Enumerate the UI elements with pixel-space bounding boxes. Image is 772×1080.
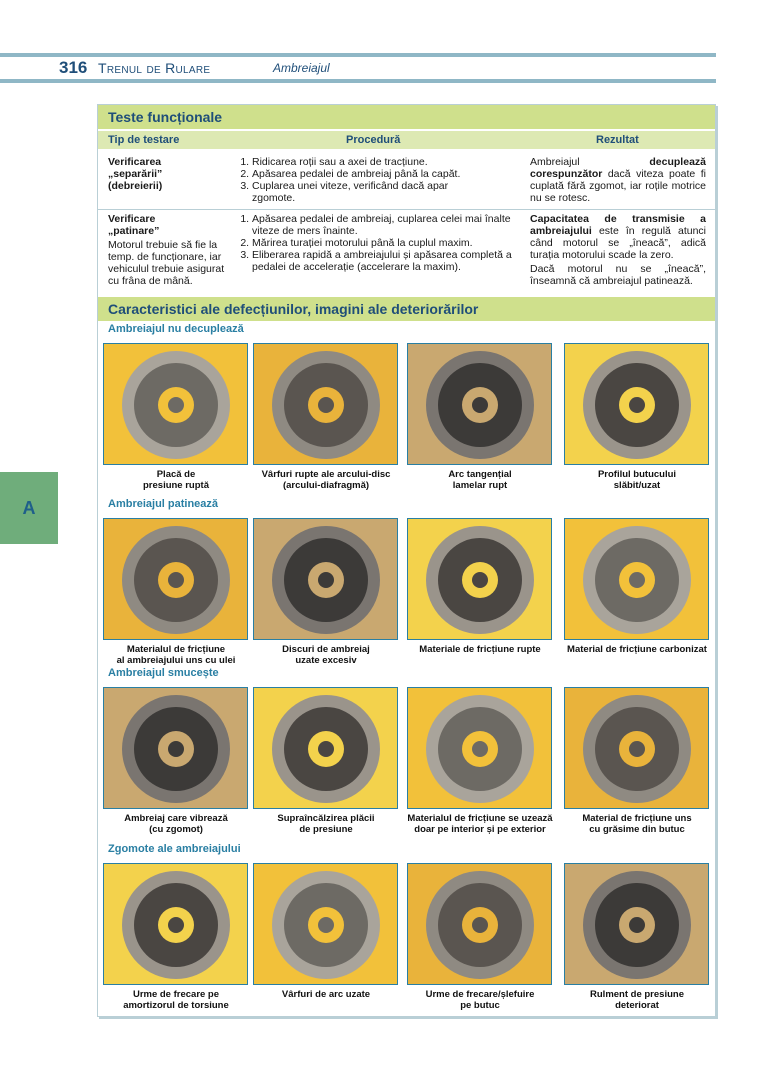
image-caption: Vârfuri de arc uzate: [281, 989, 371, 1000]
diaphragm-spring-photo: [253, 343, 398, 465]
row2-result: Capacitatea de transmisie a ambreiajului este în regulă atunci când motorul se „îneacă”, adică turația motorului scade la zero. Dacă motorul nu se „îneacă”, înseamnă că ambreiajul patinează.: [530, 213, 706, 287]
image-caption: Profilul butucului slăbit/uzat: [597, 469, 677, 491]
chapter-title: Trenul de Rulare: [98, 60, 211, 76]
group-title: Ambreiajul patinează: [108, 498, 219, 510]
carbonized-lining-photo: [564, 518, 709, 640]
uneven-wear-disc-photo: [407, 687, 552, 809]
broken-lining-photo: [407, 518, 552, 640]
worn-spring-tips-photo: [253, 863, 398, 985]
row1-type: Verificarea „separării” (debreierii): [108, 156, 163, 192]
bottom-rule: [0, 79, 716, 83]
side-tab: A: [0, 472, 58, 544]
torsion-damper-photo: [103, 863, 248, 985]
image-caption: Urme de frecare/șlefuire pe butuc: [425, 989, 535, 1011]
row-divider: [98, 209, 715, 210]
greased-lining-photo: [564, 687, 709, 809]
row2-steps: 1. Apăsarea pedalei de ambreiaj, cuplarea celei mai înalte viteze de mers înainte. 2. Mărirea turației motorului până la cuplul maxim. 3. Eliberarea rapidă a ambreiajului și apăsarea completă a pedalei de accelerație (accelerare la maxim).: [238, 213, 528, 273]
overheated-plate-photo: [253, 687, 398, 809]
table-header: [98, 131, 715, 149]
image-caption: Vârfuri rupte ale arcului-disc (arcului-diafragmă): [261, 469, 391, 491]
image-caption: Rulment de presiune deteriorat: [590, 989, 684, 1011]
image-caption: Discuri de ambreiaj uzate excesiv: [282, 644, 370, 666]
section-title: Ambreiajul: [273, 61, 330, 75]
top-rule: [0, 53, 716, 57]
hub-wear-photo: [407, 863, 552, 985]
image-caption: Materialul de fricțiune se uzează doar pe interior și pe exterior: [407, 813, 553, 835]
tests-title: Teste funcționale: [98, 105, 715, 129]
image-caption: Urme de frecare pe amortizorul de torsiune: [123, 989, 229, 1011]
image-caption: Ambreiaj care vibrează (cu zgomot): [124, 813, 228, 835]
vibrating-clutch-photo: [103, 687, 248, 809]
image-caption: Material de fricțiune carbonizat: [567, 644, 707, 655]
row2-type: Verificare „patinare” Motorul trebuie să fie la temp. de funcționare, iar vehiculul trebuie asigurat cu frâna de mână.: [108, 213, 225, 287]
content-panel: [97, 104, 716, 1017]
image-caption: Material de fricțiune uns cu grăsime din butuc: [582, 813, 692, 835]
defects-title: Caracteristici ale defecțiunilor, imagini ale deteriorărilor: [98, 297, 715, 321]
release-bearing-photo: [564, 863, 709, 985]
image-caption: Materialul de fricțiune al ambreiajului uns cu ulei: [116, 644, 236, 666]
group-title: Ambreiajul smucește: [108, 667, 219, 679]
image-caption: Materiale de fricțiune rupte: [419, 644, 541, 655]
col-type: Tip de testare: [108, 134, 180, 146]
group-title: Ambreiajul nu decuplează: [108, 323, 244, 335]
worn-disc-photo: [253, 518, 398, 640]
row1-steps: 1. Ridicarea roții sau a axei de tracțiune. 2. Apăsarea pedalei de ambreiaj până la capăt. 3. Cuplarea unei viteze, verificând dacă apar zgomote.: [238, 156, 488, 204]
hub-profile-photo: [564, 343, 709, 465]
group-title: Zgomote ale ambreiajului: [108, 843, 241, 855]
col-procedure: Procedură: [346, 134, 401, 146]
image-caption: Arc tangențial lamelar rupt: [448, 469, 512, 491]
row1-result: Ambreiajul decuplează corespunzător dacă viteza poate fi cuplată fără zgomot, iar roțile motrice nu se rotesc.: [530, 156, 706, 204]
pressure-plate-photo: [103, 343, 248, 465]
col-result: Rezultat: [596, 134, 639, 146]
oily-disc-photo: [103, 518, 248, 640]
image-caption: Supraîncălzirea plăcii de presiune: [277, 813, 375, 835]
image-caption: Placă de presiune ruptă: [143, 469, 209, 491]
page-number: 316: [59, 58, 88, 77]
leaf-spring-photo: [407, 343, 552, 465]
